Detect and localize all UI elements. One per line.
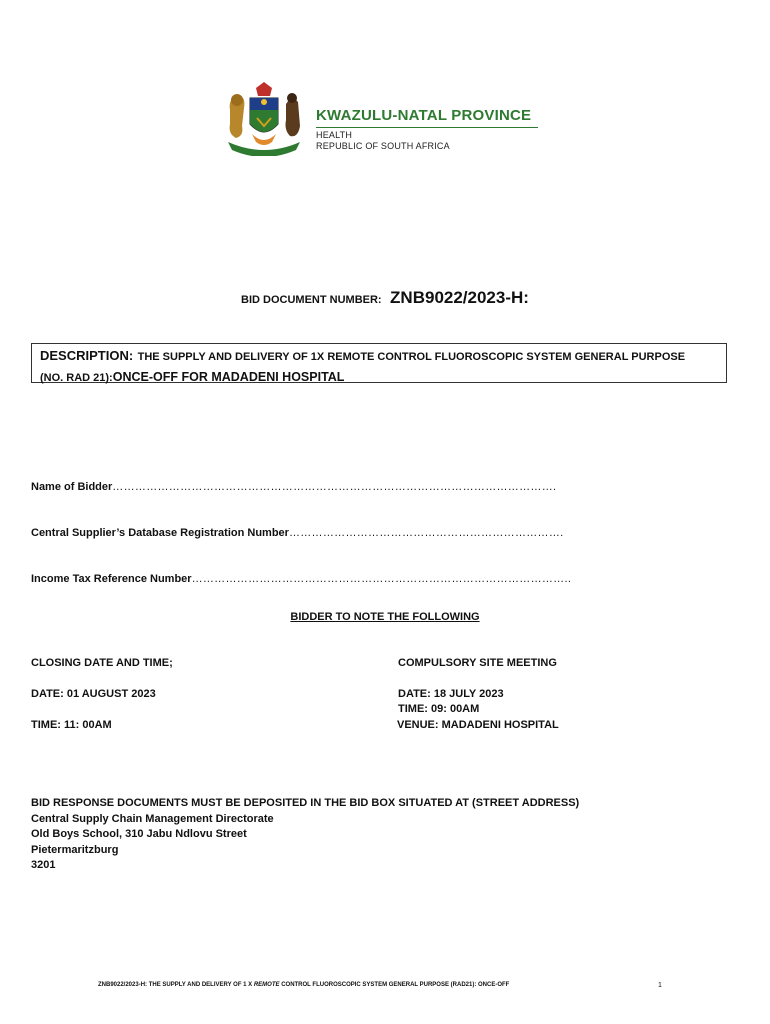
org-department: HEALTH xyxy=(316,130,353,140)
bidder-name-blank: ………………………………………………………………………………………………………. xyxy=(112,481,557,493)
closing-time: TIME: 11: 00AM xyxy=(31,719,112,731)
csd-number-field xyxy=(31,527,564,539)
footer-italic: REMOTE xyxy=(253,982,280,988)
org-divider xyxy=(316,127,538,128)
org-country: REPUBLIC OF SOUTH AFRICA xyxy=(316,141,450,151)
bidder-name-label: Name of Bidder xyxy=(31,481,113,493)
footer-suffix: CONTROL FLUOROSCOPIC SYSTEM GENERAL PURPOSE (RAD21): ONCE-OFF xyxy=(281,982,510,988)
tax-number-field xyxy=(31,573,571,585)
address-line2: Old Boys School, 310 Jabu Ndlovu Street xyxy=(31,828,247,840)
site-meeting-date: DATE: 18 JULY 2023 xyxy=(398,688,504,700)
description-text-line1: THE SUPPLY AND DELIVERY OF 1X REMOTE CONTROL FLUOROSCOPIC SYSTEM GENERAL PURPOSE xyxy=(137,351,686,363)
description-label: DESCRIPTION: xyxy=(40,348,134,363)
tax-number-label: Income Tax Reference Number xyxy=(31,573,192,585)
kzn-coat-of-arms-icon xyxy=(222,80,306,156)
site-meeting-time: TIME: 09: 00AM xyxy=(398,703,480,715)
footer-prefix: ZNB9022/2023-H: THE SUPPLY AND DELIVERY OF 1 X xyxy=(98,982,253,988)
csd-number-label: Central Supplier’s Database Registration Number xyxy=(31,527,289,539)
closing-heading: CLOSING DATE AND TIME; xyxy=(31,657,173,669)
description-text-line2-suffix: ONCE-OFF FOR MADADENI HOSPITAL xyxy=(112,370,345,384)
org-name: KWAZULU-NATAL PROVINCE xyxy=(316,107,532,124)
bid-number-label: BID DOCUMENT NUMBER: xyxy=(241,294,382,306)
bid-number-value: ZNB9022/2023-H: xyxy=(390,288,529,307)
address-line4: 3201 xyxy=(31,859,56,871)
address-line3: Pietermaritzburg xyxy=(31,843,119,856)
closing-date: DATE: 01 AUGUST 2023 xyxy=(31,688,156,700)
organization-block xyxy=(316,107,538,152)
bid-document-number xyxy=(0,288,770,308)
bidder-name-field xyxy=(31,481,556,493)
tax-number-blank: ……………………………………………………………………………………….. xyxy=(191,573,572,585)
page-footer xyxy=(98,982,509,988)
description-box xyxy=(31,343,727,383)
note-heading: BIDDER TO NOTE THE FOLLOWING xyxy=(290,611,480,623)
delivery-address xyxy=(31,796,579,874)
site-meeting-venue: VENUE: MADADENI HOSPITAL xyxy=(397,719,559,731)
page-number: 1 xyxy=(658,982,662,989)
site-meeting-heading: COMPULSORY SITE MEETING xyxy=(398,657,557,669)
description-text-line2-prefix: (NO. RAD 21): xyxy=(40,372,113,384)
address-heading: BID RESPONSE DOCUMENTS MUST BE DEPOSITED IN THE BID BOX SITUATED AT (STREET ADDRESS) xyxy=(31,797,580,809)
csd-number-blank: ………………………………………………………………. xyxy=(288,527,564,539)
address-line1: Central Supply Chain Management Directorate xyxy=(31,812,274,825)
